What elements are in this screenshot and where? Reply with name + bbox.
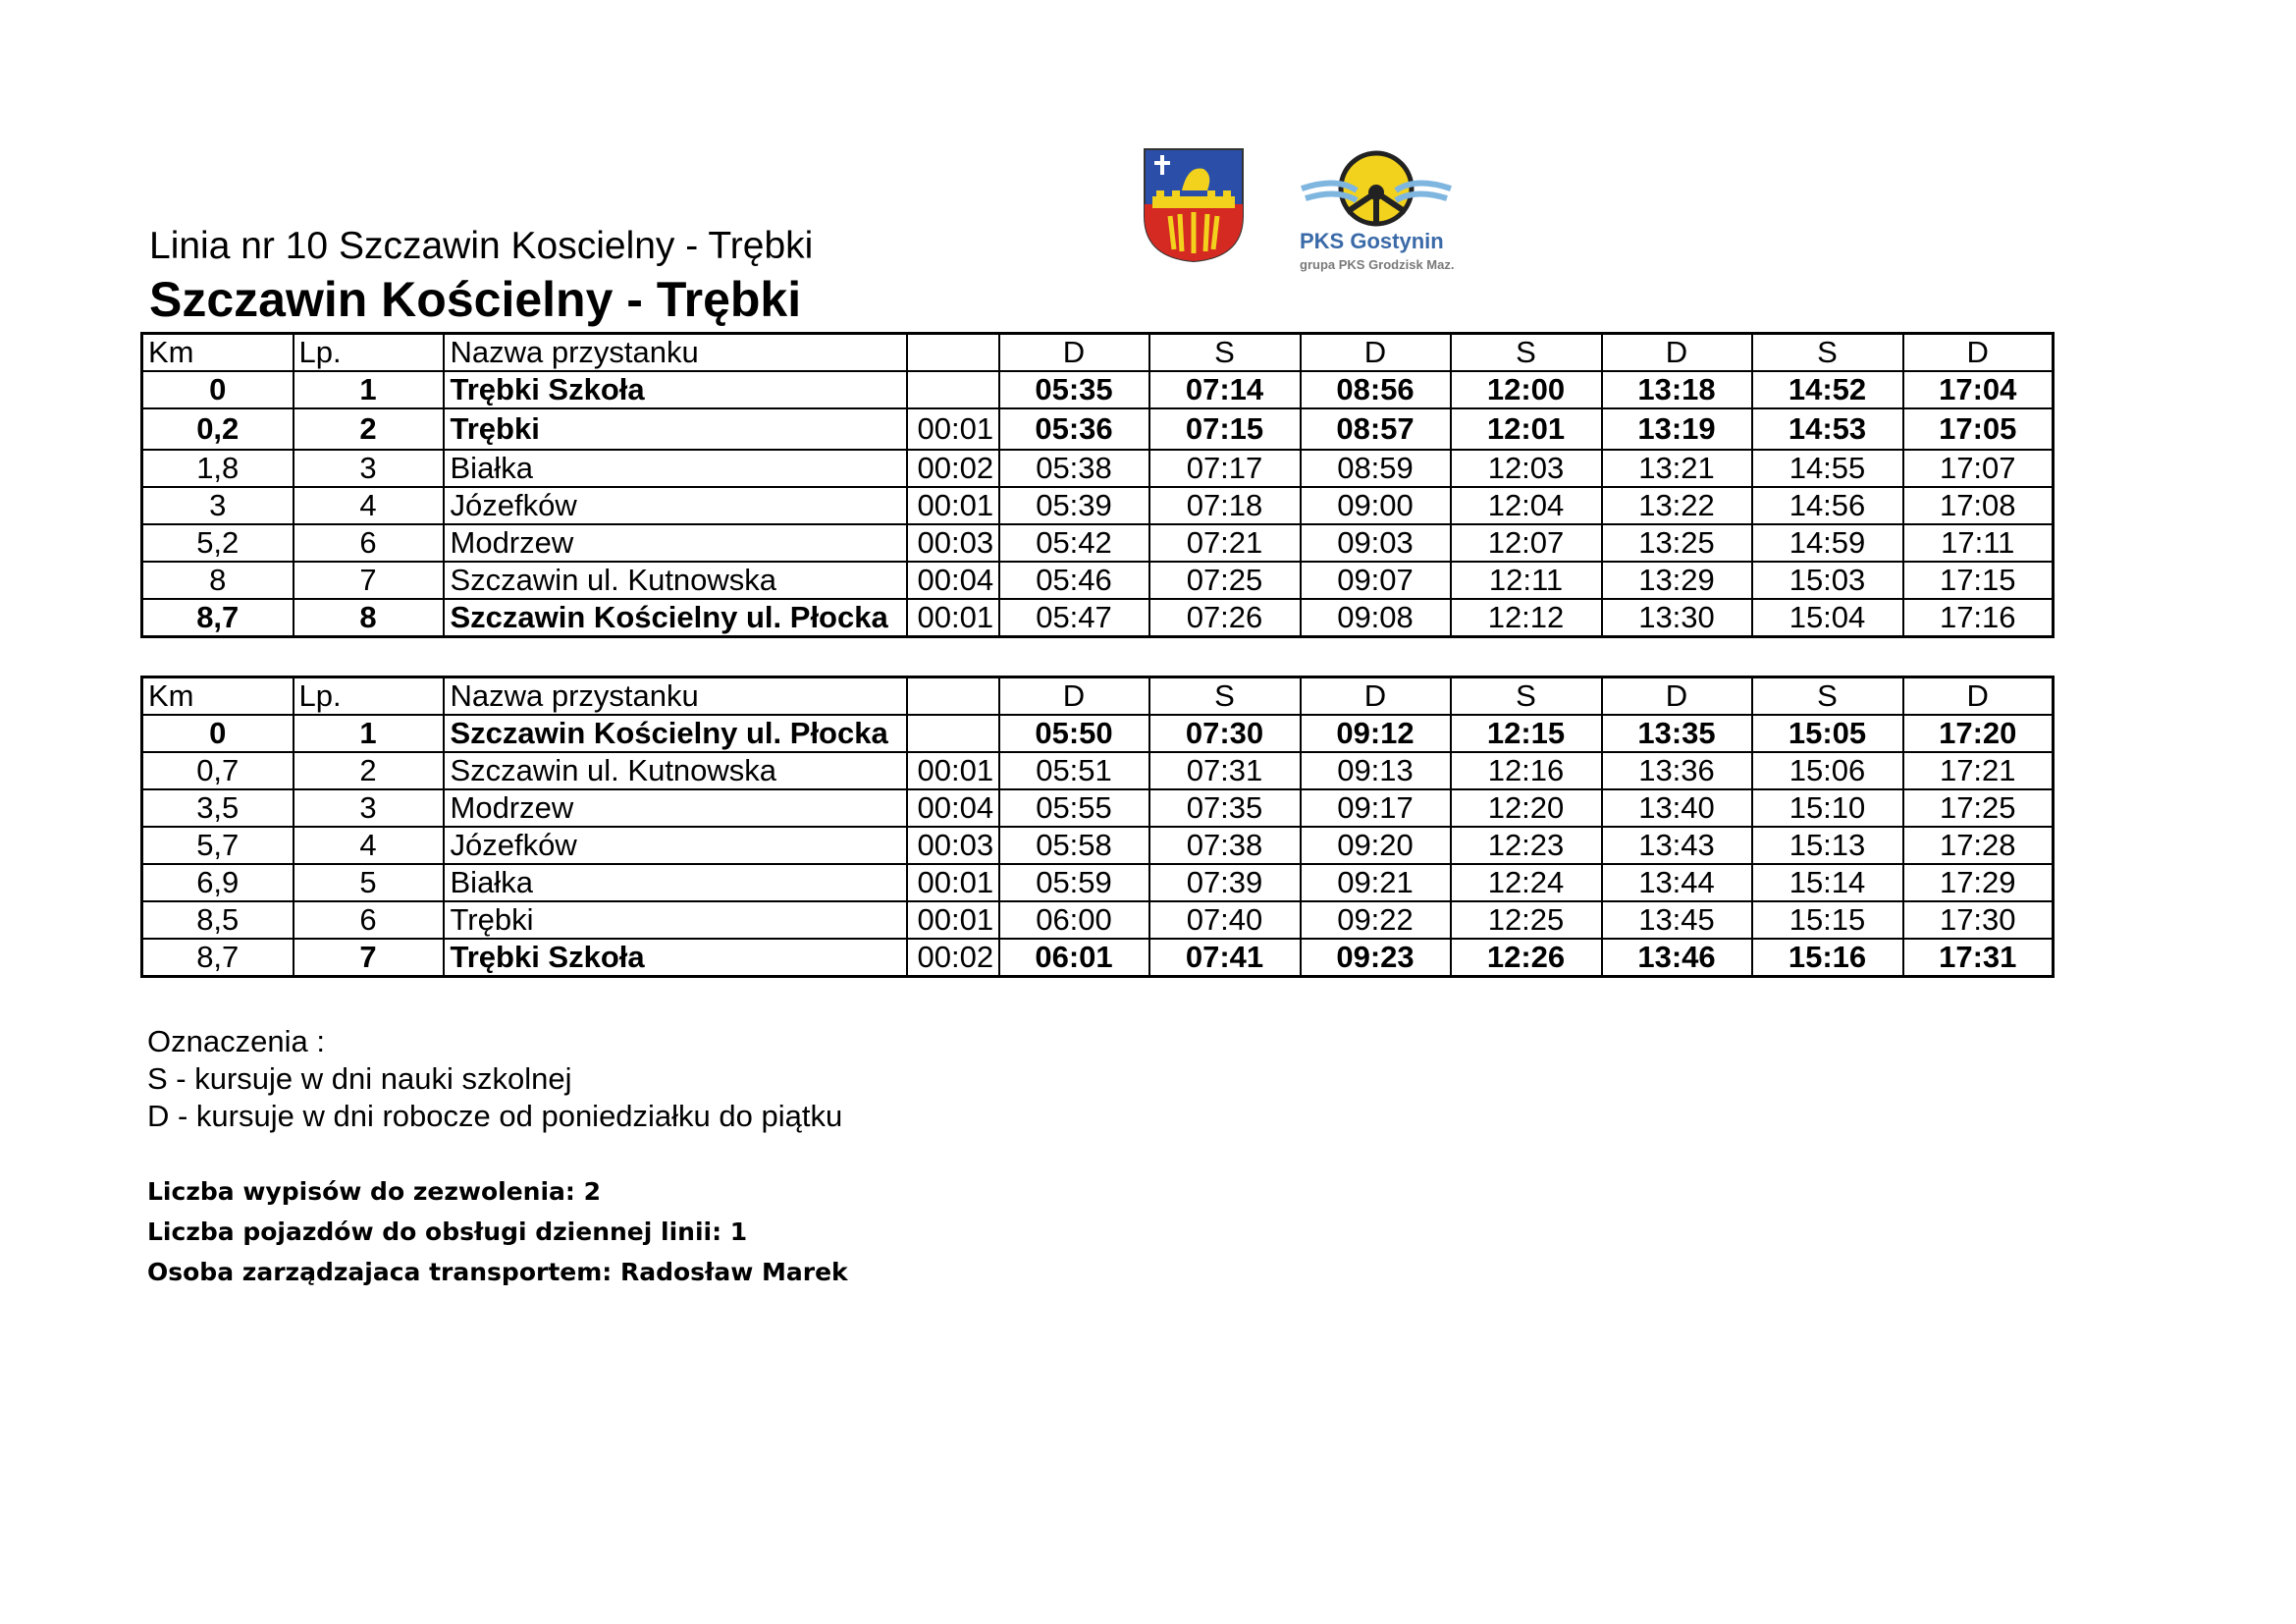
footer-permits: Liczba wypisów do zezwolenia: 2 (147, 1177, 602, 1206)
timetable-return (140, 676, 2055, 978)
cell-departure: 07:17 (1149, 450, 1301, 487)
cell-departure: 17:21 (1903, 752, 2054, 789)
cell-departure: 17:28 (1903, 827, 2054, 864)
table-row (142, 752, 2054, 789)
cell-km: 0,2 (142, 408, 294, 450)
cell-km: 8,5 (142, 901, 294, 939)
cell-departure: 15:04 (1752, 599, 1903, 637)
header-row (142, 334, 2054, 372)
footer-info (147, 1171, 848, 1292)
cell-lp: 7 (294, 562, 444, 599)
cell-departure: 09:07 (1301, 562, 1451, 599)
cell-km: 0 (142, 371, 294, 408)
cell-km: 8,7 (142, 939, 294, 977)
cell-departure: 05:39 (999, 487, 1149, 524)
cell-departure: 09:20 (1301, 827, 1451, 864)
cell-travel-time: 00:04 (907, 562, 999, 599)
timetable-outbound (140, 332, 2055, 638)
cell-departure: 05:55 (999, 789, 1149, 827)
cell-departure: 05:59 (999, 864, 1149, 901)
cell-stop-name: Trębki (444, 901, 907, 939)
header-row (142, 677, 2054, 716)
cell-departure: 09:00 (1301, 487, 1451, 524)
cell-departure: 09:22 (1301, 901, 1451, 939)
header-day: S (1752, 334, 1903, 372)
cell-departure: 05:47 (999, 599, 1149, 637)
cell-departure: 13:30 (1602, 599, 1752, 637)
header-day: D (999, 334, 1149, 372)
cell-lp: 4 (294, 827, 444, 864)
header-day: D (1301, 334, 1451, 372)
cell-departure: 07:18 (1149, 487, 1301, 524)
cell-departure: 08:59 (1301, 450, 1451, 487)
cell-departure: 17:04 (1903, 371, 2054, 408)
cell-departure: 15:15 (1752, 901, 1903, 939)
header-blank (907, 677, 999, 716)
legend (147, 1023, 842, 1135)
cell-departure: 14:52 (1752, 371, 1903, 408)
legend-d: D - kursuje w dni robocze od poniedziałku do piątku (147, 1099, 843, 1133)
cell-departure: 07:14 (1149, 371, 1301, 408)
cell-departure: 05:35 (999, 371, 1149, 408)
cell-departure: 13:36 (1602, 752, 1752, 789)
cell-stop-name: Szczawin Kościelny ul. Płocka (444, 599, 907, 637)
cell-km: 3,5 (142, 789, 294, 827)
cell-lp: 6 (294, 524, 444, 562)
cell-departure: 14:53 (1752, 408, 1903, 450)
legend-s: S - kursuje w dni nauki szkolnej (147, 1061, 572, 1096)
cell-departure: 12:00 (1451, 371, 1602, 408)
cell-departure: 09:08 (1301, 599, 1451, 637)
cell-departure: 13:18 (1602, 371, 1752, 408)
cell-travel-time: 00:01 (907, 752, 999, 789)
cell-departure: 07:21 (1149, 524, 1301, 562)
cell-departure: 13:40 (1602, 789, 1752, 827)
cell-lp: 8 (294, 599, 444, 637)
cell-km: 0,7 (142, 752, 294, 789)
cell-departure: 06:01 (999, 939, 1149, 977)
table-row (142, 864, 2054, 901)
cell-lp: 1 (294, 371, 444, 408)
cell-stop-name: Trębki (444, 408, 907, 450)
header-day: D (1903, 677, 2054, 716)
pks-steering-wheel-icon (1298, 147, 1494, 275)
cell-departure: 12:15 (1451, 715, 1602, 752)
cell-departure: 12:01 (1451, 408, 1602, 450)
cell-departure: 12:20 (1451, 789, 1602, 827)
cell-departure: 17:15 (1903, 562, 2054, 599)
coat-of-arms-icon (1143, 147, 1245, 263)
cell-departure: 13:35 (1602, 715, 1752, 752)
header-blank (907, 334, 999, 372)
table-row (142, 487, 2054, 524)
cell-departure: 13:44 (1602, 864, 1752, 901)
cell-travel-time (907, 715, 999, 752)
cell-departure: 07:39 (1149, 864, 1301, 901)
cell-departure: 13:43 (1602, 827, 1752, 864)
header-day: D (1602, 334, 1752, 372)
cell-lp: 6 (294, 901, 444, 939)
cell-departure: 15:10 (1752, 789, 1903, 827)
cell-km: 8 (142, 562, 294, 599)
cell-departure: 09:03 (1301, 524, 1451, 562)
cell-departure: 08:57 (1301, 408, 1451, 450)
table-row (142, 939, 2054, 977)
table-row (142, 599, 2054, 637)
table-row (142, 450, 2054, 487)
cell-departure: 17:29 (1903, 864, 2054, 901)
cell-km: 0 (142, 715, 294, 752)
cell-departure: 17:08 (1903, 487, 2054, 524)
cell-departure: 12:23 (1451, 827, 1602, 864)
cell-travel-time: 00:02 (907, 450, 999, 487)
table-row (142, 562, 2054, 599)
header-day: S (1451, 334, 1602, 372)
cell-km: 6,9 (142, 864, 294, 901)
cell-travel-time: 00:01 (907, 487, 999, 524)
cell-stop-name: Trębki Szkoła (444, 371, 907, 408)
cell-departure: 05:46 (999, 562, 1149, 599)
cell-departure: 17:05 (1903, 408, 2054, 450)
cell-km: 3 (142, 487, 294, 524)
header-day: D (999, 677, 1149, 716)
cell-departure: 17:16 (1903, 599, 2054, 637)
cell-departure: 07:41 (1149, 939, 1301, 977)
cell-travel-time: 00:03 (907, 827, 999, 864)
cell-km: 5,7 (142, 827, 294, 864)
cell-lp: 3 (294, 789, 444, 827)
cell-departure: 09:21 (1301, 864, 1451, 901)
cell-departure: 12:25 (1451, 901, 1602, 939)
cell-departure: 13:29 (1602, 562, 1752, 599)
header-lp: Lp. (294, 677, 444, 716)
cell-departure: 12:12 (1451, 599, 1602, 637)
cell-stop-name: Szczawin Kościelny ul. Płocka (444, 715, 907, 752)
cell-lp: 1 (294, 715, 444, 752)
cell-km: 8,7 (142, 599, 294, 637)
cell-departure: 13:46 (1602, 939, 1752, 977)
table-row (142, 789, 2054, 827)
cell-departure: 15:16 (1752, 939, 1903, 977)
cell-departure: 17:20 (1903, 715, 2054, 752)
cell-travel-time: 00:01 (907, 901, 999, 939)
cell-departure: 12:04 (1451, 487, 1602, 524)
header-lp: Lp. (294, 334, 444, 372)
cell-departure: 13:19 (1602, 408, 1752, 450)
footer-manager: Osoba zarządzajaca transportem: Radosław Marek (147, 1258, 848, 1286)
footer-vehicles: Liczba pojazdów do obsługi dziennej linii: 1 (147, 1218, 748, 1246)
cell-lp: 4 (294, 487, 444, 524)
cell-travel-time: 00:01 (907, 408, 999, 450)
header-day: D (1301, 677, 1451, 716)
cell-departure: 09:23 (1301, 939, 1451, 977)
cell-departure: 14:59 (1752, 524, 1903, 562)
cell-departure: 15:13 (1752, 827, 1903, 864)
cell-departure: 05:50 (999, 715, 1149, 752)
cell-travel-time: 00:04 (907, 789, 999, 827)
cell-departure: 05:42 (999, 524, 1149, 562)
cell-departure: 06:00 (999, 901, 1149, 939)
cell-stop-name: Józefków (444, 827, 907, 864)
cell-stop-name: Szczawin ul. Kutnowska (444, 752, 907, 789)
cell-km: 1,8 (142, 450, 294, 487)
cell-stop-name: Białka (444, 864, 907, 901)
cell-departure: 07:25 (1149, 562, 1301, 599)
legend-heading: Oznaczenia : (147, 1024, 325, 1058)
cell-lp: 2 (294, 752, 444, 789)
table-row (142, 901, 2054, 939)
cell-departure: 13:21 (1602, 450, 1752, 487)
cell-departure: 12:03 (1451, 450, 1602, 487)
cell-departure: 13:22 (1602, 487, 1752, 524)
header-day: D (1602, 677, 1752, 716)
cell-departure: 15:06 (1752, 752, 1903, 789)
cell-departure: 05:38 (999, 450, 1149, 487)
header-day: S (1149, 334, 1301, 372)
cell-departure: 05:58 (999, 827, 1149, 864)
cell-travel-time: 00:01 (907, 864, 999, 901)
cell-departure: 07:26 (1149, 599, 1301, 637)
cell-departure: 15:03 (1752, 562, 1903, 599)
cell-departure: 07:35 (1149, 789, 1301, 827)
cell-travel-time: 00:03 (907, 524, 999, 562)
cell-departure: 12:24 (1451, 864, 1602, 901)
table-row (142, 408, 2054, 450)
header-day: S (1451, 677, 1602, 716)
cell-departure: 17:25 (1903, 789, 2054, 827)
cell-departure: 12:16 (1451, 752, 1602, 789)
cell-stop-name: Modrzew (444, 789, 907, 827)
cell-lp: 5 (294, 864, 444, 901)
cell-departure: 17:11 (1903, 524, 2054, 562)
cell-departure: 15:05 (1752, 715, 1903, 752)
pks-name: PKS Gostynin (1300, 229, 1444, 253)
header-km: Km (142, 334, 294, 372)
cell-stop-name: Szczawin ul. Kutnowska (444, 562, 907, 599)
cell-departure: 07:30 (1149, 715, 1301, 752)
cell-departure: 17:31 (1903, 939, 2054, 977)
header-km: Km (142, 677, 294, 716)
table-row (142, 524, 2054, 562)
cell-travel-time: 00:01 (907, 599, 999, 637)
cell-lp: 7 (294, 939, 444, 977)
header-stop-name: Nazwa przystanku (444, 677, 907, 716)
cell-stop-name: Białka (444, 450, 907, 487)
cell-departure: 12:11 (1451, 562, 1602, 599)
cell-departure: 05:51 (999, 752, 1149, 789)
cell-stop-name: Modrzew (444, 524, 907, 562)
header-day: S (1149, 677, 1301, 716)
table-row (142, 371, 2054, 408)
cell-departure: 17:30 (1903, 901, 2054, 939)
table-row (142, 827, 2054, 864)
header-day: S (1752, 677, 1903, 716)
cell-lp: 2 (294, 408, 444, 450)
cell-departure: 14:55 (1752, 450, 1903, 487)
route-title: Szczawin Kościelny - Trębki (149, 272, 802, 327)
cell-departure: 09:17 (1301, 789, 1451, 827)
cell-departure: 09:12 (1301, 715, 1451, 752)
cell-stop-name: Trębki Szkoła (444, 939, 907, 977)
cell-km: 5,2 (142, 524, 294, 562)
cell-departure: 07:38 (1149, 827, 1301, 864)
cell-departure: 12:07 (1451, 524, 1602, 562)
cell-departure: 07:31 (1149, 752, 1301, 789)
cell-departure: 07:40 (1149, 901, 1301, 939)
cell-departure: 05:36 (999, 408, 1149, 450)
header-day: D (1903, 334, 2054, 372)
cell-departure: 15:14 (1752, 864, 1903, 901)
cell-travel-time: 00:02 (907, 939, 999, 977)
cell-lp: 3 (294, 450, 444, 487)
cell-departure: 08:56 (1301, 371, 1451, 408)
line-subtitle: Linia nr 10 Szczawin Koscielny - Trębki (149, 225, 814, 267)
header-stop-name: Nazwa przystanku (444, 334, 907, 372)
cell-departure: 12:26 (1451, 939, 1602, 977)
cell-departure: 07:15 (1149, 408, 1301, 450)
cell-stop-name: Józefków (444, 487, 907, 524)
pks-group: grupa PKS Grodzisk Maz. (1300, 257, 1455, 272)
cell-departure: 14:56 (1752, 487, 1903, 524)
cell-departure: 13:45 (1602, 901, 1752, 939)
cell-departure: 17:07 (1903, 450, 2054, 487)
cell-departure: 13:25 (1602, 524, 1752, 562)
cell-departure: 09:13 (1301, 752, 1451, 789)
table-row (142, 715, 2054, 752)
cell-travel-time (907, 371, 999, 408)
